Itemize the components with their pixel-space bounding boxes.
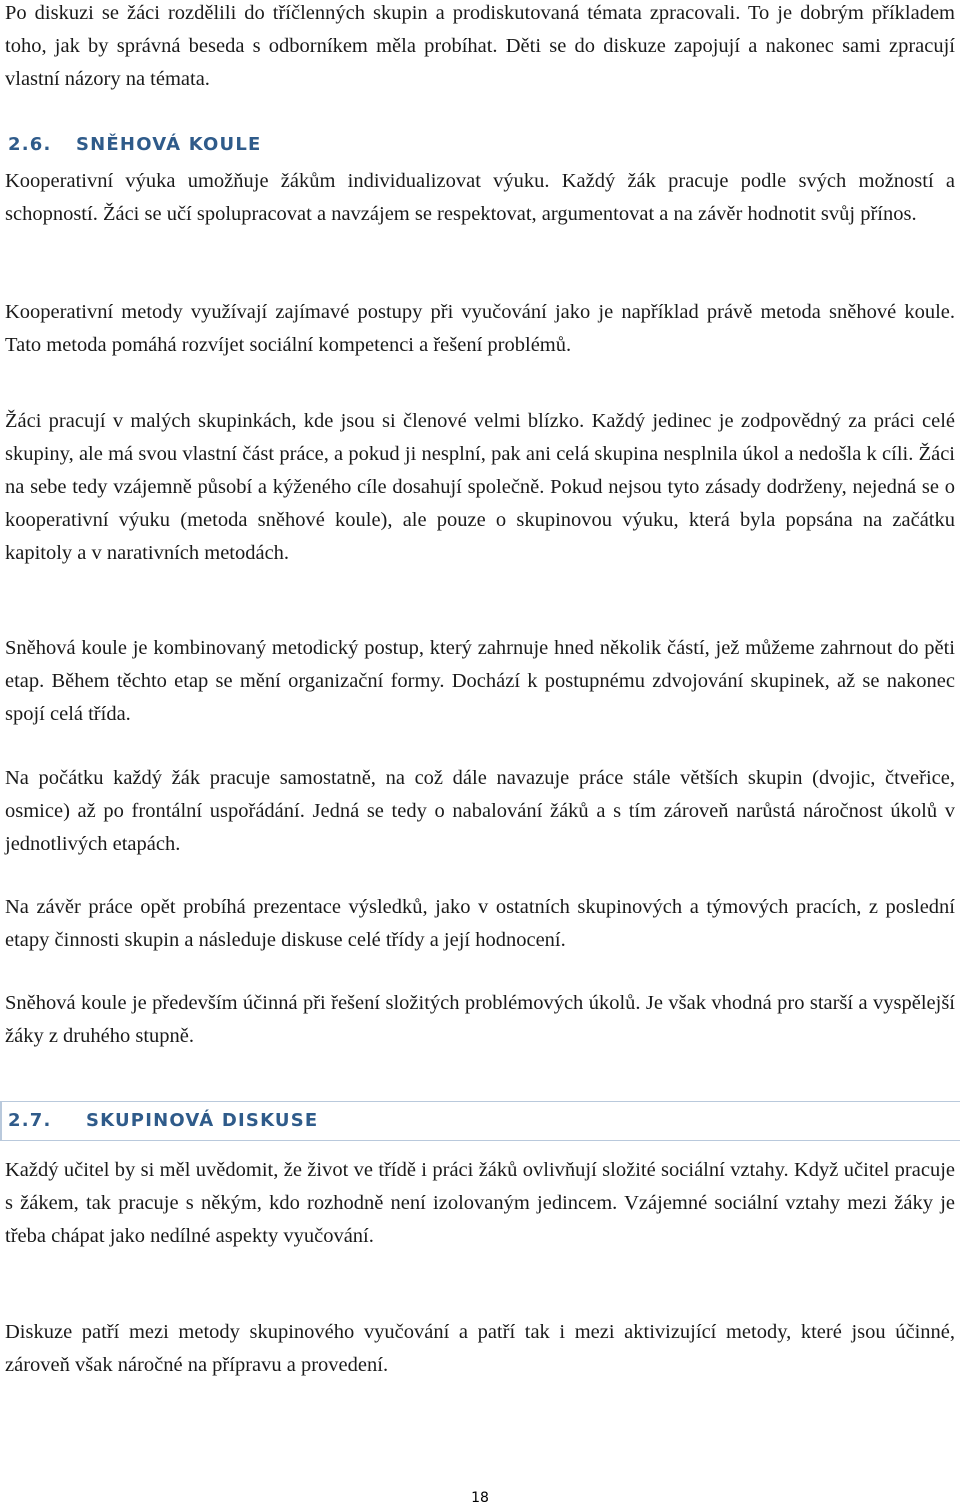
section-number: 2.6. [8, 134, 52, 155]
paragraph-intro: Po diskuzi se žáci rozdělili do tříčlenných skupin a prodiskutovaná témata zpracovali. To je dobrým příkladem toho, jak by správná beseda s odborníkem měla probíhat. Děti se do diskuze zapojují a nakonec sami zpracují vlastní názory na témata. [5, 2, 955, 90]
page-number: 18 [471, 1490, 489, 1506]
paragraph-beginning: Na počátku každý žák pracuje samostatně, na což dále navazuje práce stále větších skupin (dvojic, čtveřice, osmice) až po frontální uspořádání. Jedná se tedy o nabalování žáků a s tím zároveň narůstá náročnost úkolů v jednotlivých etapách. [5, 767, 955, 855]
section-heading-2-6 [8, 134, 262, 155]
paragraph-snowball: Sněhová koule je kombinovaný metodický postup, který zahrnuje hned několik částí, jež můžeme zahrnout do pěti etap. Během těchto etap se mění organizační formy. Dochází k postupnému zdvojování skupinek, až se nakonec spojí celá třída. [5, 637, 955, 725]
paragraph-small-groups: Žáci pracují v malých skupinkách, kde jsou si členové velmi blízko. Každý jedinec je zodpovědný za práci celé skupiny, ale má svou vlastní část práce, a pokud ji nesplní, pak ani celá skupina nesplnila úkol a nedošla k cíli. Žáci na sebe tedy vzájemně působí a kýženého cíle dosahují společně. Pokud nejsou tyto zásady dodrženy, nejedná se o kooperativní výuku (metoda sněhové koule), ale pouze o skupinovou výuku, která byla popsána na začátku kapitoly a v narativních metodách. [5, 410, 955, 564]
section-title: SKUPINOVÁ DISKUSE [86, 1110, 319, 1131]
paragraph-teacher: Každý učitel by si měl uvědomit, že život ve třídě i práci žáků ovlivňují složité sociální vztahy. Když učitel pracuje s žákem, tak pracuje s někým, kdo rozhodně není izolovaným jedincem. Vzájemné sociální vztahy mezi žáky je třeba chápat jako nedílné aspekty vyučování. [5, 1159, 955, 1247]
section-number: 2.7. [8, 1110, 52, 1131]
paragraph-conclusion: Na závěr práce opět probíhá prezentace výsledků, jako v ostatních skupinových a týmových pracích, z poslední etapy činnosti skupin a následuje diskuse celé třídy a její hodnocení. [5, 896, 955, 951]
section-title: SNĚHOVÁ KOULE [76, 134, 262, 155]
paragraph-effective: Sněhová koule je především účinná při řešení složitých problémových úkolů. Je však vhodná pro starší a vyspělejší žáky z druhého stupně. [5, 992, 955, 1047]
paragraph-cooperative: Kooperativní výuka umožňuje žákům individualizovat výuku. Každý žák pracuje podle svých možností a schopností. Žáci se učí spolupracovat a navzájem se respektovat, argumentovat a na závěr hodnotit svůj přínos. [5, 170, 955, 225]
paragraph-methods: Kooperativní metody využívají zajímavé postupy při vyučování jako je například právě metoda sněhové koule. Tato metoda pomáhá rozvíjet sociální kompetenci a řešení problémů. [5, 301, 955, 356]
paragraph-discussion: Diskuze patří mezi metody skupinového vyučování a patří tak i mezi aktivizující metody, které jsou účinné, zároveň však náročné na přípravu a provedení. [5, 1321, 955, 1376]
section-heading-2-7 [8, 1110, 318, 1131]
